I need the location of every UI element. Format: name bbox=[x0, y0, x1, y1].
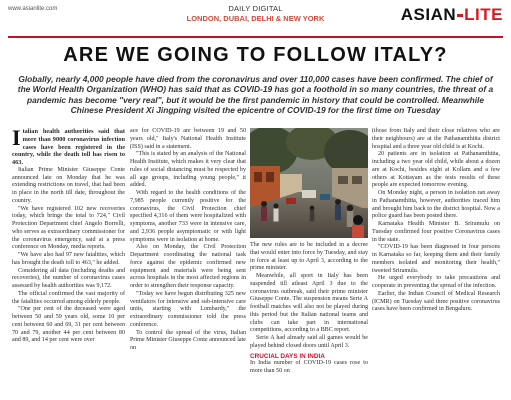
paragraph: Also on Monday, the Civil Protection Department coordinating the national task force against the epidemic confirmed new equipment and materials were being sent across hospitals in the most affected regions in order to strengthen their response capacity. bbox=[130, 244, 246, 289]
paragraph: The new rules are to be included in a decree that would enter into force by Tuesday, and stay in force at least up to April 3, according to the prime minister. bbox=[250, 242, 368, 272]
lead-text: talian health authorities said that more than 9000 coronavirus infection cases have been registered in the country, while the death toll has risen to 463. bbox=[12, 128, 125, 166]
paragraph: "This is stated by an analysis of the National Health Institute, which makes it very clear that rules of social distancing must be respected by all age groups, including young people," it added. bbox=[130, 151, 246, 189]
lead-paragraph bbox=[12, 125, 125, 167]
paragraph: Considering all data (including deaths and recoveries), the number of coronavirus cases assessed by health authorities was 9,172. bbox=[12, 267, 125, 289]
street-photo bbox=[250, 128, 368, 238]
paragraph: With regard to the health conditions of the 7,985 people currently positive for the coronavirus, the Civil Protection chief specified 4,316 of them were hospitalized with symptoms, another 733 were in intensive care, and 2,936 people asymptomatic or with light symptoms were in isolation at home. bbox=[130, 190, 246, 243]
article-column-2 bbox=[130, 128, 246, 353]
paragraph: "We have also had 97 new fatalities, which has brought the death toll to 463," he added. bbox=[12, 252, 125, 266]
article-column-3 bbox=[250, 242, 368, 376]
edition-cities: LONDON, DUBAI, DELHI & NEW YORK bbox=[186, 14, 325, 23]
paragraph: ace for COVID-19 are between 19 and 50 years old," Italy's National Health Institute (ISS) said in a statement. bbox=[130, 128, 246, 150]
paragraph: He urged everybody to take precautions and cooperate in preventing the spread of the infection. bbox=[372, 275, 500, 289]
paragraph: Meanwhile, all sport in Italy has been suspended till atleast April 3 due to the coronavirus outbreak, said their prime minister Giuseppe Conte. The suspension means Serie A football matches will also not be played during this period but the Italian national teams and clubs can take part in international competitions, according to a BBC report. bbox=[250, 273, 368, 334]
headline: ARE WE GOING TO FOLLOW ITALY? bbox=[63, 44, 448, 66]
masthead bbox=[0, 0, 511, 38]
logo-dash bbox=[457, 14, 463, 17]
logo-word-lite: LITE bbox=[464, 5, 503, 24]
article-column-5 bbox=[372, 128, 500, 314]
street-scene-image bbox=[250, 128, 368, 238]
asian-lite-logo[interactable] bbox=[401, 5, 503, 25]
paragraph: On Monday night, a person in isolation ran away in Pathanamthitta, however, authorities traced him and brought him back to the district hospital. Now a police guard has been posted there. bbox=[372, 190, 500, 220]
masthead-rule bbox=[8, 36, 503, 38]
paragraph: Earlier, the Indian Council of Medical Research (ICMR) on Tuesday said three positive coronavirus cases have been confirmed in Bengaluru. bbox=[372, 290, 500, 313]
logo-word-asian: ASIAN bbox=[400, 5, 457, 24]
paragraph: "We have registered 102 new recoveries today, which brings the total to 724," Civil Protection Department chief Angelo Borrelli, who serves as extraordinary commissioner for the coronavirus emergency, said at a press conference on Monday, media reports. bbox=[12, 205, 125, 251]
site-url[interactable]: www.asianlite.com bbox=[8, 6, 58, 12]
subhead-india: CRUCIAL DAYS IN INDIA bbox=[250, 352, 325, 360]
paragraph: Serie A had already said all games would be played behind closed doors until April 3. bbox=[250, 335, 368, 349]
edition-block bbox=[150, 4, 361, 23]
drop-cap: I bbox=[12, 125, 21, 150]
paragraph: 20 patients are in isolation at Pathanamthitta, including a two year old child, while about a dozen are at Kochi, besides eight at Kollam and a few others at Kottayam as the tests results of these people are expected tomorrow evening. bbox=[372, 151, 500, 189]
paragraph: (those from Italy and their close relatives who are their neighbours) are at the Pathanamthitta district hospital and a three year old child is at Kochi. bbox=[372, 128, 500, 150]
paragraph: Karnataka Health Minister B. Sriramulu on Tuesday confirmed four positive Coronavirus cases in the state. bbox=[372, 221, 500, 243]
deck-summary: Globally, nearly 4,000 people have died from the coronavirus and over 110,000 cases have been confirmed. The chief of the World Health Organization (WHO) has said that as COVID-19 has got a foothold in so many countries, the threat of a pandemic has become "very real", but it would be the first pandemic in history that could be controlled. Meanwhile Chinese President Xi Jingping visited the epicentre of COVID-19 for the first time on Tuesday bbox=[17, 74, 494, 116]
paragraph: "One per cent of the deceased were aged between 50 and 59 years old, some 10 per cent between 60 and 69, 31 per cent between 70 and 79, another 44 per cent between 80 and 89, and 14 per cent were over bbox=[12, 306, 125, 344]
paragraph: In India number of COVID-19 cases rose to more than 50 on bbox=[250, 360, 368, 374]
paragraph: To control the spread of the virus, Italian Prime Minister Giuseppe Conte announced late on bbox=[130, 329, 246, 351]
paragraph: The official confirmed the vast majority of the fatalities occurred among elderly people. bbox=[12, 290, 125, 305]
article-column-1 bbox=[12, 125, 125, 345]
paragraph: "Today we have begun distributing 325 new ventilators for intensive and sub-intensive care units, starting with Lombardy," the extraordinary commissioner told the press conference. bbox=[130, 290, 246, 328]
paragraph: "COVID-19 has been diagnosed in four persons in Karnataka so far, keeping them and their family members isolated and monitoring their health," tweeted Sriramulu. bbox=[372, 244, 500, 274]
paragraph: Italian Prime Minister Giuseppe Conte announced late on Monday that he was extending restrictions on travel, that had been in place in the north till date, throughout the country. bbox=[12, 166, 125, 204]
edition-title: DAILY DIGITAL bbox=[228, 4, 283, 13]
